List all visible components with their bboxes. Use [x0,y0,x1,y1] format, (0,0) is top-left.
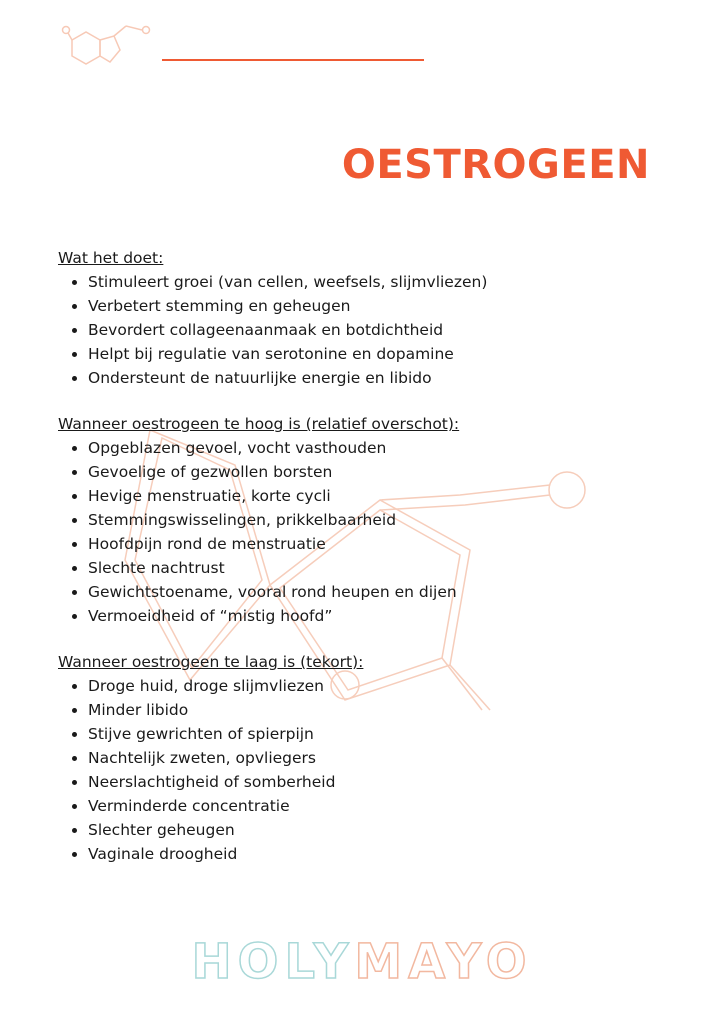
list-item: • Neerslachtigheid of somberheid [88,770,678,794]
list-item: • Droge huid, droge slijmvliezen [88,674,678,698]
list-item: • Hoofdpijn rond de menstruatie [88,532,678,556]
bullet-list [58,674,678,866]
brand-logo-part2: MAYO [354,934,533,990]
list-item: • Helpt bij regulatie van serotonine en dopamine [88,342,678,366]
list-item: • Hevige menstruatie, korte cycli [88,484,678,508]
list-item: • Stimuleert groei (van cellen, weefsels, slijmvliezen) [88,270,678,294]
section-effects [58,246,678,390]
bullet-list [58,270,678,390]
list-item: • Gevoelige of gezwollen borsten [88,460,678,484]
page-title: OESTROGEEN [341,142,650,188]
list-item: • Nachtelijk zweten, opvliegers [88,746,678,770]
list-item: • Verbetert stemming en geheugen [88,294,678,318]
content-body [58,246,678,888]
list-item: • Slechte nachtrust [88,556,678,580]
header-accent-line [162,59,424,61]
section-heading: Wanneer oestrogeen te laag is (tekort): [58,653,364,671]
brand-logo-part1: HOLY [191,934,355,990]
list-item: • Stemmingswisselingen, prikkelbaarheid [88,508,678,532]
list-item: • Ondersteunt de natuurlijke energie en libido [88,366,678,390]
list-item: • Gewichtstoename, vooral rond heupen en dijen [88,580,678,604]
brand-logo [0,934,724,990]
list-item: • Slechter geheugen [88,818,678,842]
list-item: • Minder libido [88,698,678,722]
section-too-high [58,412,678,628]
list-item: • Stijve gewrichten of spierpijn [88,722,678,746]
section-heading: Wanneer oestrogeen te hoog is (relatief overschot): [58,415,460,433]
molecule-icon-small [52,18,162,78]
list-item: • Bevordert collageenaanmaak en botdichtheid [88,318,678,342]
section-too-low [58,650,678,866]
list-item: • Verminderde concentratie [88,794,678,818]
section-heading: Wat het doet: [58,249,164,267]
list-item: • Opgeblazen gevoel, vocht vasthouden [88,436,678,460]
bullet-list [58,436,678,628]
list-item: • Vaginale droogheid [88,842,678,866]
list-item: • Vermoeidheid of “mistig hoofd” [88,604,678,628]
